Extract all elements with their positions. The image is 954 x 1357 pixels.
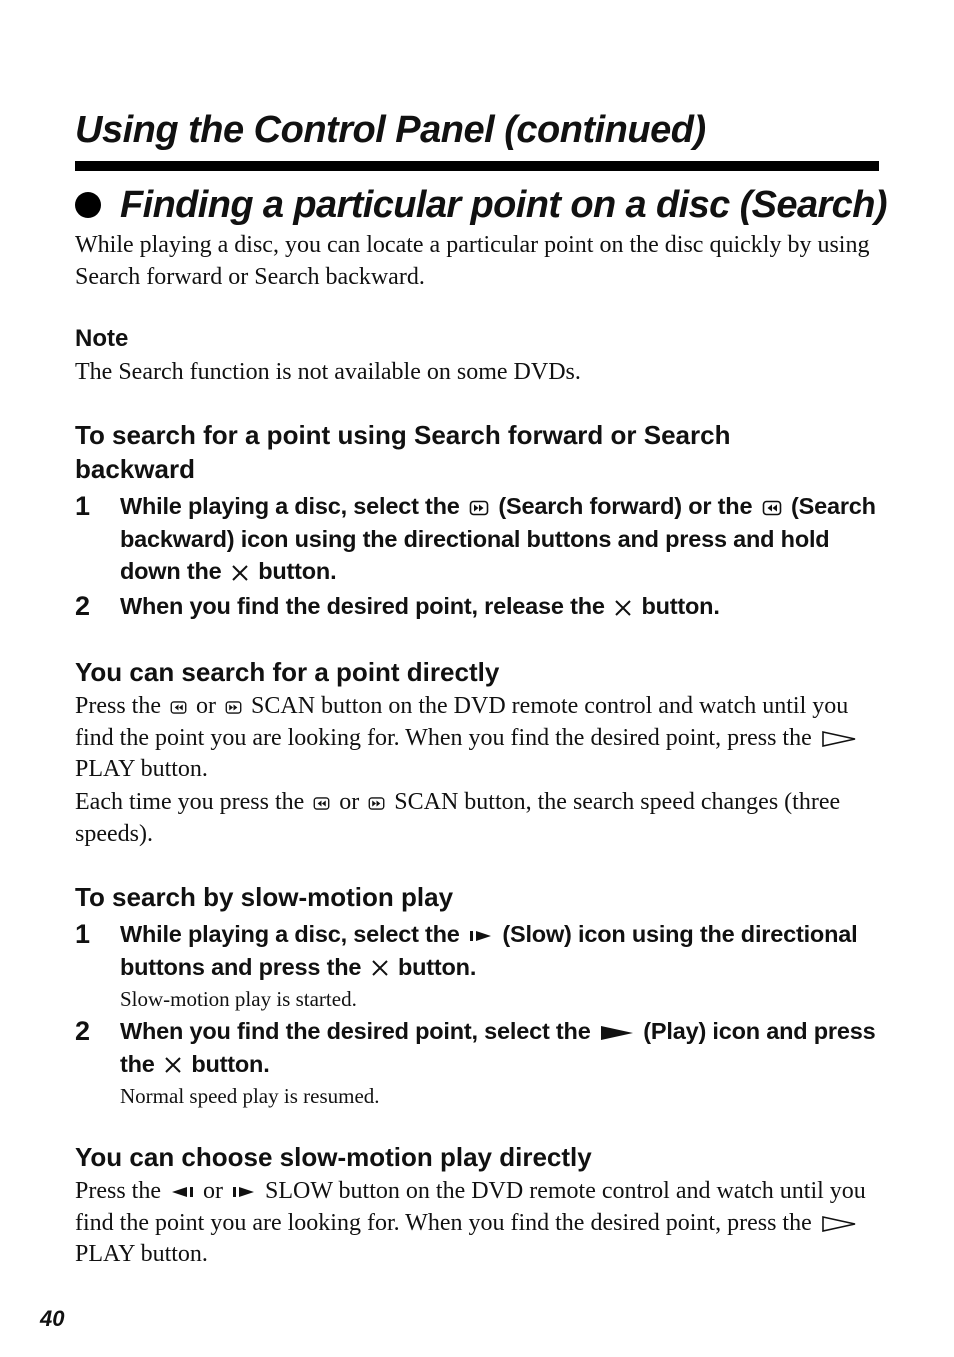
paragraph-part: SCAN button on the DVD remote control and watch until you find the point you are looking for. When you find the desired point, press the: [75, 693, 849, 751]
title-rule: [75, 161, 879, 171]
play-filled-icon: [600, 1024, 634, 1042]
paragraph-part: Each time you press the: [75, 789, 305, 815]
search-direct-heading: You can search for a point directly: [75, 657, 500, 687]
search-backward-icon: [762, 498, 782, 518]
section-title: [75, 180, 887, 230]
paragraph-part: or: [339, 789, 360, 815]
cross-button-icon: [231, 564, 249, 582]
paragraph-part: SLOW button on the DVD remote control and watch until you find the point you are looking for. When you find the desired point, press the: [75, 1178, 866, 1236]
paragraph-part: or: [196, 693, 216, 719]
step-text-part: (Search backward) icon using the directional buttons and press and hold down the: [120, 493, 876, 584]
step-text-part: button.: [397, 953, 477, 980]
step-text-part: (Search forward) or the: [498, 493, 753, 519]
step-text-part: button.: [258, 558, 337, 584]
slow-forward-icon: [469, 928, 493, 944]
slow-heading: To search by slow-motion play: [75, 882, 454, 912]
cross-button-icon: [164, 1056, 182, 1074]
search-heading: To search for a point using Search forward or Search backward: [75, 420, 731, 484]
paragraph-part: Press the: [75, 693, 161, 719]
page-number: 40: [40, 1306, 65, 1331]
note-text: The Search function is not available on some DVDs.: [75, 359, 581, 385]
step-text-part: (Play) icon and press the: [120, 1018, 876, 1077]
step-text-part: When you find the desired point, select the: [120, 1018, 591, 1044]
chapter-title: Using the Control Panel (continued): [75, 109, 706, 151]
step-text: [120, 490, 890, 588]
search-backward-icon: [170, 699, 187, 716]
step-text-part: While playing a disc, select the: [120, 921, 460, 947]
search-backward-icon: [313, 795, 330, 812]
step-text-part: button.: [641, 593, 720, 619]
step-number: 1: [75, 919, 91, 949]
step-number: 2: [75, 1016, 91, 1046]
paragraph-part: SCAN button, the search speed changes (three speeds).: [75, 789, 841, 847]
search-forward-icon: [368, 795, 385, 812]
step-result: Normal speed play is resumed.: [120, 1084, 380, 1108]
step-text-part: While playing a disc, select the: [120, 493, 460, 519]
paragraph-part: or: [203, 1178, 223, 1204]
note-heading: Note: [75, 325, 129, 352]
paragraph-part: PLAY button.: [75, 1241, 208, 1267]
step-number: 1: [75, 491, 91, 521]
step-number: 2: [75, 591, 91, 621]
search-forward-icon: [225, 699, 242, 716]
section-title-text: Finding a particular point on a disc (Search): [120, 184, 887, 226]
step-result: Slow-motion play is started.: [120, 987, 357, 1011]
search-forward-icon: [469, 498, 489, 518]
cross-button-icon: [614, 599, 632, 617]
step-text-part: button.: [191, 1050, 270, 1077]
slow-forward-icon: [232, 1184, 256, 1200]
paragraph-part: PLAY button.: [75, 756, 208, 782]
step-text: [120, 918, 890, 983]
search-direct-paragraph-1: [75, 691, 881, 786]
cross-button-icon: [371, 959, 389, 977]
step-text: [120, 590, 890, 623]
step-text-part: When you find the desired point, release the: [120, 593, 605, 619]
filled-circle-icon: [75, 192, 101, 218]
step-text-part: (Slow) icon using the directional buttons and press the: [120, 921, 858, 980]
search-direct-paragraph-2: [75, 787, 881, 850]
intro-paragraph: While playing a disc, you can locate a particular point on the disc quickly by using Search forward or Search backward.: [75, 232, 870, 290]
paragraph-part: Press the: [75, 1178, 161, 1204]
play-outline-icon: [821, 1215, 857, 1233]
slow-direct-paragraph: [75, 1176, 881, 1271]
slow-direct-heading: You can choose slow-motion play directly: [75, 1142, 592, 1172]
slow-backward-icon: [170, 1184, 194, 1200]
step-text: [120, 1015, 890, 1080]
play-outline-icon: [821, 730, 857, 748]
